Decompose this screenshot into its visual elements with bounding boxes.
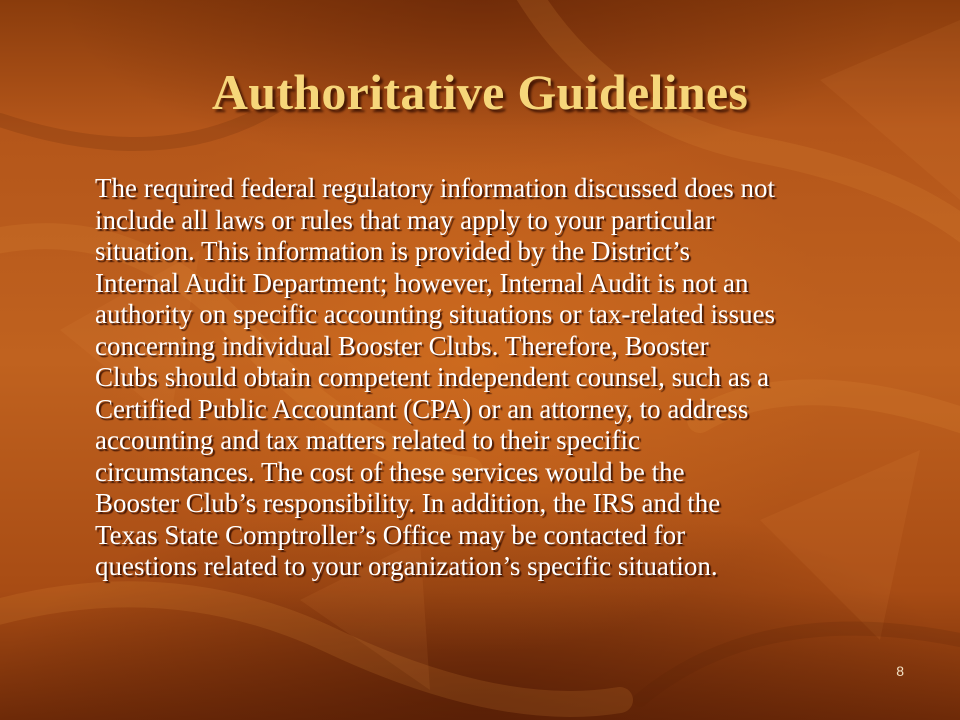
slide-title: Authoritative Guidelines bbox=[211, 64, 749, 120]
slide-number: 8 bbox=[896, 663, 904, 679]
slide-body-text: The required federal regulatory information discussed does not include all laws or rules that may apply to your particular situation. This information is provided by the District’s Internal Audit Department; however, Internal Audit is not an authority on specific accounting situations or tax-related issues concerning individual Booster Clubs. Therefore, Booster Clubs should obtain competent independent counsel, such as a Certified Public Accountant (CPA) or an attorney, to address accounting and tax matters related to their specific circumstances. The cost of these services would be the Booster Club’s responsibility. In addition, the IRS and the Texas State Comptroller’s Office may be contacted for questions related to your organization’s specific situation. bbox=[95, 173, 776, 581]
